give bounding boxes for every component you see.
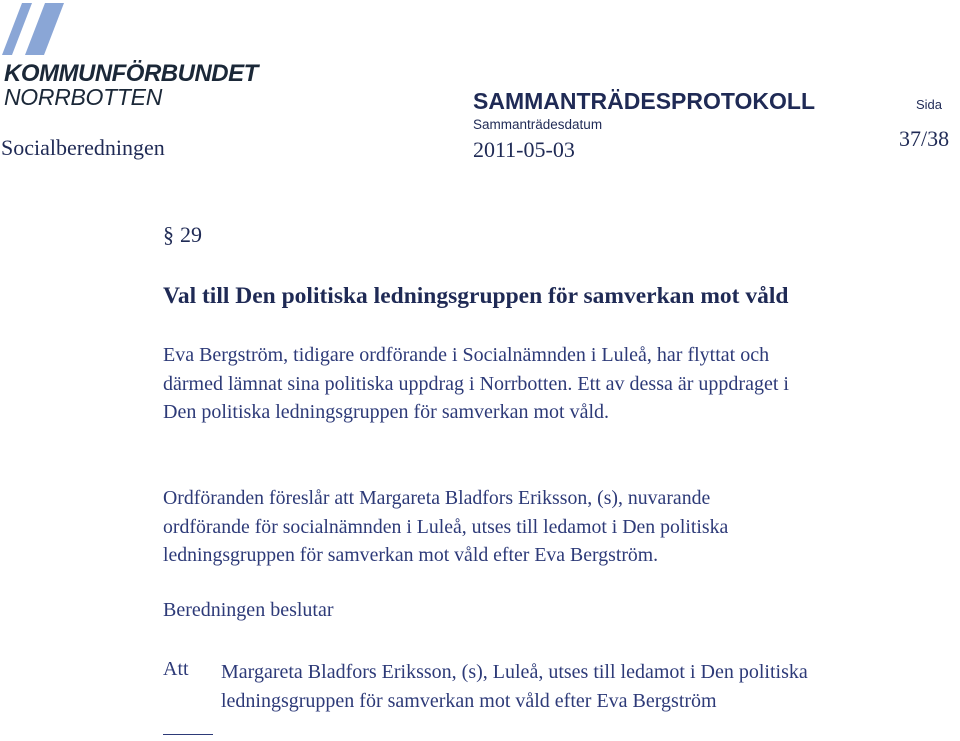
committee-name: Socialberedningen <box>1 135 165 160</box>
section-number <box>163 222 202 248</box>
paragraph-line: därmed lämnat sina politiska uppdrag i Norrbotten. Ett av dessa är uppdraget i <box>163 372 789 395</box>
decision-line: Margareta Bladfors Eriksson, (s), Luleå, utses till ledamot i Den politiska <box>221 661 808 683</box>
meeting-date-value: 2011-05-03 <box>473 137 575 162</box>
section-number-value: 29 <box>180 222 202 247</box>
document-title: SAMMANTRÄDESPROTOKOLL <box>473 88 816 114</box>
logo-text-line1: KOMMUNFÖRBUNDET <box>4 60 258 87</box>
proposal-paragraph <box>163 484 728 570</box>
paragraph-line: ledningsgruppen för samverkan mot våld efter Eva Bergström. <box>163 544 659 566</box>
page-number: 37/38 <box>899 126 950 151</box>
background-paragraph <box>163 341 789 427</box>
organization-logo <box>0 0 270 115</box>
paragraph-line: Eva Bergström, tidigare ordförande i Socialnämnden i Luleå, har flyttat och <box>163 344 770 366</box>
paragraph-line: Ordföranden föreslår att Margareta Bladfors Eriksson, (s), nuvarande <box>163 487 711 509</box>
decision-att-label: Att <box>163 658 189 680</box>
paragraph-line: Den politiska ledningsgruppen för samverkan mot våld. <box>163 401 610 423</box>
paragraph-line: ordförande för socialnämnden i Luleå, utses till ledamot i Den politiska <box>163 515 729 538</box>
section-heading: Val till Den politiska ledningsgruppen för samverkan mot våld <box>163 283 789 309</box>
logo-stripes-icon <box>0 0 70 60</box>
section-symbol: § <box>163 222 174 247</box>
page-label: Sida <box>916 97 943 112</box>
decision-heading: Beredningen beslutar <box>163 599 334 621</box>
decision-line: ledningsgruppen för samverkan mot våld efter Eva Bergström <box>221 689 717 712</box>
logo-text-line2: NORRBOTTEN <box>4 84 163 110</box>
meeting-date-label: Sammanträdesdatum <box>473 117 603 132</box>
decision-text <box>221 658 808 715</box>
signature-rule <box>163 734 213 735</box>
